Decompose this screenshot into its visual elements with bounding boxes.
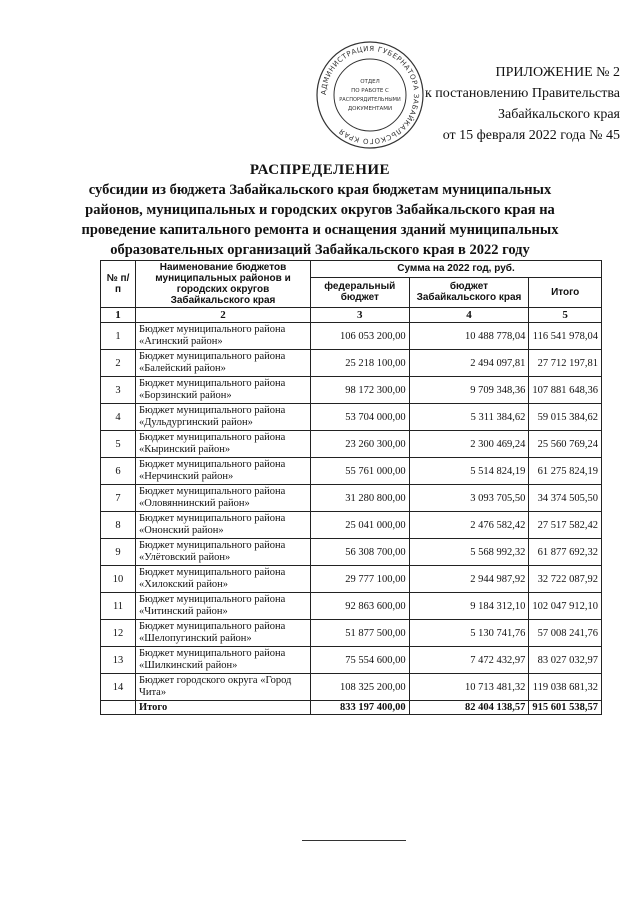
row-total: 32 722 087,92	[529, 566, 602, 593]
column-number: 5	[529, 308, 602, 323]
row-regional: 7 472 432,97	[409, 647, 529, 674]
row-number: 13	[101, 647, 136, 674]
row-regional: 3 093 705,50	[409, 485, 529, 512]
title-line: проведение капитального ремонта и оснащения зданий муниципальных	[81, 222, 559, 238]
row-number: 11	[101, 593, 136, 620]
row-federal: 108 325 200,00	[311, 674, 410, 701]
row-federal: 25 041 000,00	[311, 512, 410, 539]
header-name: Наименование бюджетов муниципальных районов и городских округов Забайкальского края	[136, 261, 311, 308]
table-row	[101, 431, 602, 458]
table-row	[101, 647, 602, 674]
row-budget-name: Бюджет муниципального района «Шилкинский район»	[136, 647, 311, 674]
total-regional: 82 404 138,57	[409, 701, 529, 715]
row-number: 7	[101, 485, 136, 512]
row-number: 5	[101, 431, 136, 458]
row-total: 116 541 978,04	[529, 323, 602, 350]
total-row	[101, 701, 602, 715]
row-total: 61 275 824,19	[529, 458, 602, 485]
table-row	[101, 539, 602, 566]
row-federal: 31 280 800,00	[311, 485, 410, 512]
header-total: Итого	[529, 277, 602, 307]
title-line: районов, муниципальных и городских округов Забайкальского края на	[85, 202, 555, 218]
row-total: 61 877 692,32	[529, 539, 602, 566]
row-regional: 2 300 469,24	[409, 431, 529, 458]
table-row	[101, 674, 602, 701]
stamp-inner-line: ОТДЕЛ	[360, 79, 380, 85]
row-federal: 29 777 100,00	[311, 566, 410, 593]
row-budget-name: Бюджет муниципального района «Ононский район»	[136, 512, 311, 539]
resolution-date: от 15 февраля 2022 года № 45	[442, 128, 620, 143]
row-federal: 23 260 300,00	[311, 431, 410, 458]
row-federal: 53 704 000,00	[311, 404, 410, 431]
row-federal: 98 172 300,00	[311, 377, 410, 404]
row-budget-name: Бюджет городского округа «Город Чита»	[136, 674, 311, 701]
table-row	[101, 323, 602, 350]
row-regional: 5 311 384,62	[409, 404, 529, 431]
table-row	[101, 512, 602, 539]
subsidy-table	[100, 260, 602, 715]
resolution-ref-region: Забайкальского края	[497, 107, 620, 122]
table-row	[101, 458, 602, 485]
total-federal: 833 197 400,00	[311, 701, 410, 715]
row-total: 83 027 032,97	[529, 647, 602, 674]
row-number: 8	[101, 512, 136, 539]
document-title	[40, 160, 600, 260]
row-budget-name: Бюджет муниципального района «Борзинский район»	[136, 377, 311, 404]
row-number: 14	[101, 674, 136, 701]
row-budget-name: Бюджет муниципального района «Агинский район»	[136, 323, 311, 350]
table-row	[101, 593, 602, 620]
row-number: 1	[101, 323, 136, 350]
stamp-inner-line: ДОКУМЕНТАМИ	[347, 106, 393, 112]
row-budget-name: Бюджет муниципального района «Хилокский район»	[136, 566, 311, 593]
row-regional: 5 130 741,76	[409, 620, 529, 647]
row-budget-name: Бюджет муниципального района «Дульдургинский район»	[136, 404, 311, 431]
row-regional: 5 514 824,19	[409, 458, 529, 485]
total-num-cell	[101, 701, 136, 715]
row-number: 4	[101, 404, 136, 431]
row-regional: 9 709 348,36	[409, 377, 529, 404]
total-label: Итого	[136, 701, 311, 715]
row-federal: 75 554 600,00	[311, 647, 410, 674]
column-number-row	[101, 308, 602, 323]
row-regional: 2 944 987,92	[409, 566, 529, 593]
table-row	[101, 404, 602, 431]
row-budget-name: Бюджет муниципального района «Шелопугинский район»	[136, 620, 311, 647]
column-number: 1	[101, 308, 136, 323]
row-number: 10	[101, 566, 136, 593]
row-regional: 5 568 992,32	[409, 539, 529, 566]
appendix-header	[380, 62, 620, 146]
row-total: 102 047 912,10	[529, 593, 602, 620]
row-federal: 56 308 700,00	[311, 539, 410, 566]
row-total: 25 560 769,24	[529, 431, 602, 458]
row-number: 2	[101, 350, 136, 377]
bottom-divider	[302, 840, 406, 841]
row-budget-name: Бюджет муниципального района «Оловяннинский район»	[136, 485, 311, 512]
column-number: 2	[136, 308, 311, 323]
row-number: 3	[101, 377, 136, 404]
table-row	[101, 620, 602, 647]
stamp-outer-text: АДМИНИСТРАЦИЯ ГУБЕРНАТОРА ЗАБАЙКАЛЬСКОГО КРАЯ	[319, 44, 421, 146]
title-line: образовательных организаций Забайкальского края в 2022 году	[110, 242, 530, 258]
row-regional: 2 476 582,42	[409, 512, 529, 539]
title-main: РАСПРЕДЕЛЕНИЕ	[249, 162, 391, 178]
row-total: 27 517 582,42	[529, 512, 602, 539]
row-federal: 25 218 100,00	[311, 350, 410, 377]
table-row	[101, 350, 602, 377]
row-number: 9	[101, 539, 136, 566]
row-budget-name: Бюджет муниципального района «Читинский район»	[136, 593, 311, 620]
header-sum: Сумма на 2022 год, руб.	[311, 261, 602, 278]
table-row	[101, 377, 602, 404]
row-regional: 9 184 312,10	[409, 593, 529, 620]
row-federal: 106 053 200,00	[311, 323, 410, 350]
row-number: 12	[101, 620, 136, 647]
row-total: 59 015 384,62	[529, 404, 602, 431]
header-regional: бюджет Забайкальского края	[409, 277, 529, 307]
row-regional: 10 488 778,04	[409, 323, 529, 350]
column-number: 4	[409, 308, 529, 323]
appendix-number: ПРИЛОЖЕНИЕ № 2	[495, 65, 620, 80]
row-budget-name: Бюджет муниципального района «Кыринский район»	[136, 431, 311, 458]
row-budget-name: Бюджет муниципального района «Улётовский район»	[136, 539, 311, 566]
table-row	[101, 485, 602, 512]
row-federal: 55 761 000,00	[311, 458, 410, 485]
row-federal: 51 877 500,00	[311, 620, 410, 647]
row-total: 57 008 241,76	[529, 620, 602, 647]
resolution-ref: к постановлению Правительства	[424, 86, 620, 101]
row-regional: 10 713 481,32	[409, 674, 529, 701]
row-total: 119 038 681,32	[529, 674, 602, 701]
table-row	[101, 566, 602, 593]
row-regional: 2 494 097,81	[409, 350, 529, 377]
stamp-inner-line: РАСПОРЯДИТЕЛЬНЫМИ	[339, 97, 401, 103]
header-num: № п/п	[101, 261, 136, 308]
row-budget-name: Бюджет муниципального района «Балейский район»	[136, 350, 311, 377]
total-total: 915 601 538,57	[529, 701, 602, 715]
stamp-inner-line: ПО РАБОТЕ С	[351, 88, 389, 94]
row-total: 34 374 505,50	[529, 485, 602, 512]
row-total: 27 712 197,81	[529, 350, 602, 377]
row-federal: 92 863 600,00	[311, 593, 410, 620]
column-number: 3	[311, 308, 410, 323]
row-total: 107 881 648,36	[529, 377, 602, 404]
header-federal: федеральный бюджет	[311, 277, 410, 307]
row-budget-name: Бюджет муниципального района «Нерчинский район»	[136, 458, 311, 485]
row-number: 6	[101, 458, 136, 485]
title-line: субсидии из бюджета Забайкальского края бюджетам муниципальных	[88, 182, 552, 198]
